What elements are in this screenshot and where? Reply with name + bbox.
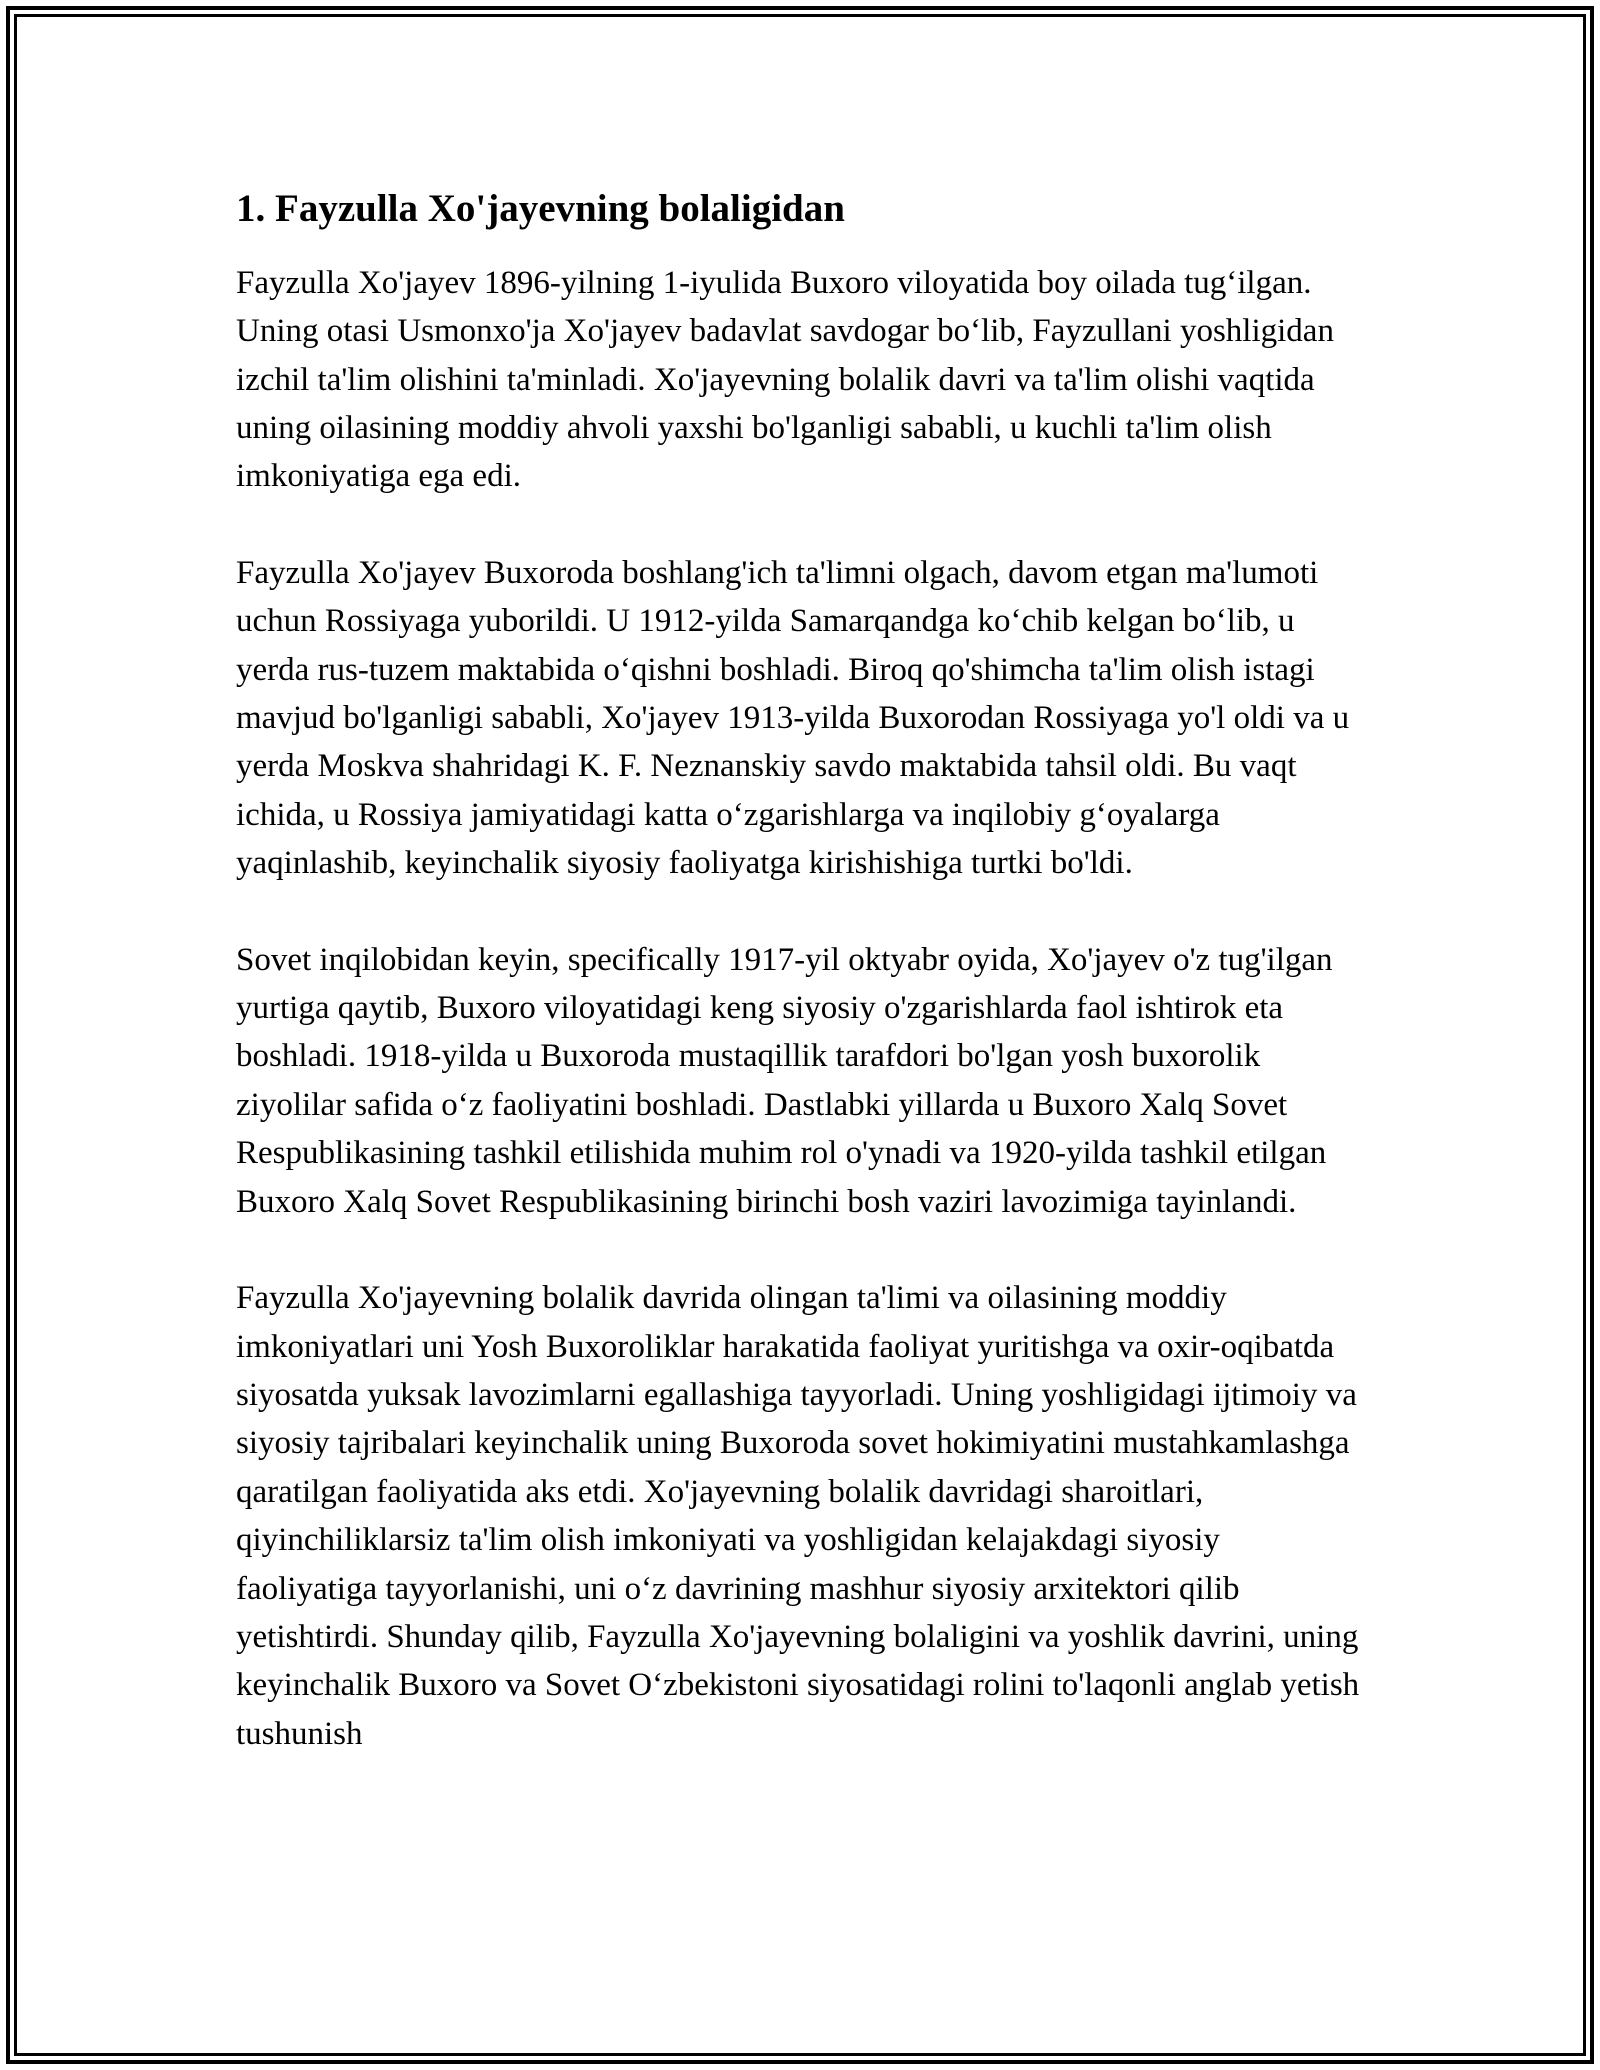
paragraph-3: Sovet inqilobidan keyin, specifically 1917-yil oktyabr oyida, Xo'jayev o'z tug'ilgan yurtiga qaytib, Buxoro viloyatidagi keng siyosiy o'zgarishlarda faol ishtirok eta boshladi. 1918-yilda u Buxoroda mustaqillik tarafdori bo'lgan yosh buxorolik ziyolilar safida o‘z faoliyatini boshladi. Dastlabki yillarda u Buxoro Xalq Sovet Respublikasining tashkil etilishida muhim rol o'ynadi va 1920-yilda tashkil etilgan Buxoro Xalq Sovet Respublikasining birinchi bosh vaziri lavozimiga tayinlandi. bbox=[236, 941, 1333, 1220]
paragraph-4: Fayzulla Xo'jayevning bolalik davrida olingan ta'limi va oilasining moddiy imkoniyatlari uni Yosh Buxoroliklar harakatida faoliyat yuritishga va oxir-oqibatda siyosatda yuksak lavozimlarni egallashiga tayyorladi. Uning yoshligidagi ijtimoiy va siyosiy tajribalari keyinchalik uning Buxoroda sovet hokimiyatini mustahkamlashga qaratilgan faoliyatida aks etdi. Xo'jayevning bolalik davridagi sharoitlari, qiyinchiliklarsiz ta'lim olish imkoniyati va yoshligidan kelajakdagi siyosiy faoliyatiga tayyorlanishi, uni o‘z davrining mashhur siyosiy arxitektori qilib yetishtirdi. Shunday qilib, Fayzulla Xo'jayevning bolaligini va yoshlik davrini, uning keyinchalik Buxoro va Sovet O‘zbekistoni siyosatidagi rolini to'laqonli anglab yetish tushunish bbox=[236, 1280, 1360, 1752]
paragraph-2: Fayzulla Xo'jayev Buxoroda boshlang'ich ta'limni olgach, davom etgan ma'lumoti uchun Rossiyaga yuborildi. U 1912-yilda Samarqandga ko‘chib kelgan bo‘lib, u yerda rus-tuzem maktabida o‘qishni boshladi. Biroq qo'shimcha ta'lim olish istagi mavjud bo'lganligi sababli, Xo'jayev 1913-yilda Buxorodan Rossiyaga yo'l oldi va u yerda Moskva shahridagi K. F. Neznanskiy savdo maktabida tahsil oldi. Bu vaqt ichida, u Rossiya jamiyatidagi katta o‘zgarishlarga va inqilobiy g‘oyalarga yaqinlashib, keyinchalik siyosiy faoliyatga kirishishiga turtki bo'ldi. bbox=[236, 554, 1350, 882]
paragraph-1: Fayzulla Xo'jayev 1896-yilning 1-iyulida Buxoro viloyatida boy oilada tug‘ilgan. Uning otasi Usmonxo'ja Xo'jayev badavlat savdogar bo‘lib, Fayzullani yoshligidan izchil ta'lim olishini ta'minladi. Xo'jayevning bolalik davri va ta'lim olishi vaqtida uning oilasining moddiy ahvoli yaxshi bo'lganligi sababli, u kuchli ta'lim olish imkoniyatiga ega edi. bbox=[236, 264, 1334, 495]
document-body bbox=[236, 186, 1366, 1806]
section-heading: 1. Fayzulla Xo'jayevning bolaligidan bbox=[236, 187, 845, 230]
